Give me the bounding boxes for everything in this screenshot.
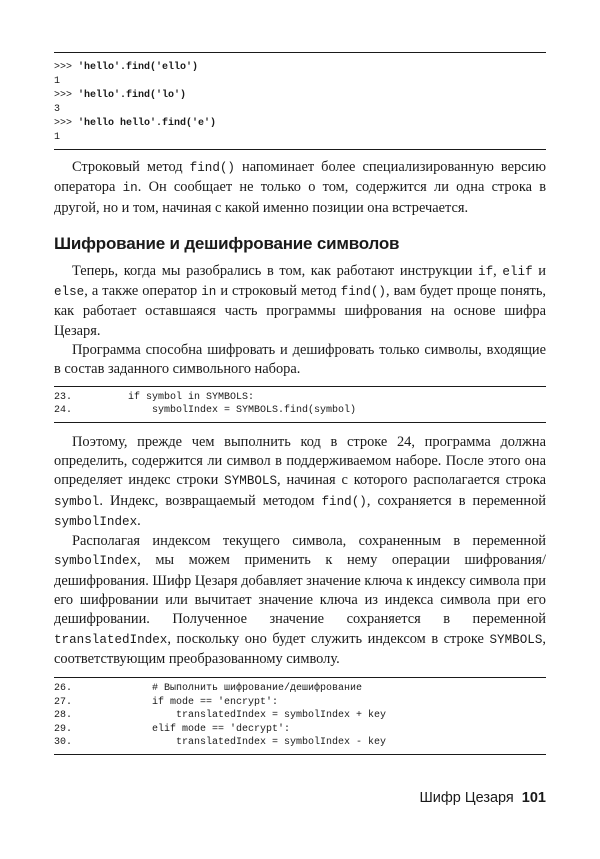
inline-code: elif: [502, 264, 533, 279]
code-block-interactive: [54, 52, 546, 150]
page-number: 101: [521, 790, 546, 806]
code-line: 28. translatedIndex = symbolIndex + key: [54, 710, 387, 722]
text-run: , мы можем применить к нему операции шифрования/ дешифрования. Шифр Цезаря добавляет значение ключа к индексу символа при его шифровании или вычитает значение ключа из индекса символа при его дешифровании. Полученное значение сохраняется в переменной: [54, 552, 546, 628]
text-run: напоминает более специализированную версию оператора: [54, 159, 546, 196]
text-run: Располагая индексом текущего символа, сохраненным в переменной: [72, 533, 546, 550]
text-run: Строковый метод: [72, 159, 190, 175]
inline-code: SYMBOLS: [489, 632, 543, 647]
text-run: , вам будет проще понять, как работает оставшаяся часть программы шифрования на основе шифра Цезаря.: [54, 283, 547, 339]
text-run: . Он сообщает не только о том, содержится ли одна строка в другой, но и том, начиная с какой именно позиции она встречается.: [54, 179, 547, 216]
text-run: , сохраняется в переменной: [366, 492, 546, 509]
paragraph: [54, 341, 546, 380]
inline-code: in: [201, 285, 217, 300]
code-output: 1: [54, 132, 61, 143]
inline-code: translatedIndex: [54, 632, 168, 647]
code-line: 26. # Выполнить шифрование/дешифрование: [54, 683, 363, 695]
inline-code: find(): [321, 494, 367, 509]
inline-code: SYMBOLS: [224, 474, 278, 489]
code-line: 23. if symbol in SYMBOLS:: [54, 391, 255, 403]
running-title: Шифр Цезаря: [419, 790, 514, 806]
text-run: .: [137, 512, 141, 529]
inline-code: find(): [189, 161, 235, 175]
text-run: ,: [493, 262, 503, 279]
code-line: 27. if mode == 'encrypt':: [54, 696, 279, 708]
paragraph: [54, 433, 546, 532]
code-line: >>> 'hello'.find('lo'): [54, 90, 187, 101]
text-run: Поэтому, прежде чем выполнить код в строке 24, программа должна определить, содержится ли символ в поддерживаемом наборе. После этого она определяет индекс строки: [54, 433, 546, 489]
paragraph: [54, 158, 546, 218]
text-run: и: [532, 262, 546, 279]
code-output: 3: [54, 104, 61, 115]
text-run: , начиная с которого располагается строка: [277, 472, 546, 489]
text-run: . Индекс, возвращаемый методом: [99, 492, 322, 509]
inline-code: symbol: [54, 494, 100, 509]
text-run: , соответствующим преобразованному символу.: [54, 630, 546, 667]
inline-code: find(): [340, 285, 386, 300]
inline-code: symbolIndex: [54, 554, 138, 569]
page-content: [54, 52, 546, 755]
text-run: , а также оператор: [84, 283, 202, 300]
inline-code: else: [54, 285, 85, 300]
code-block-listing: [54, 677, 546, 755]
paragraph: [54, 532, 546, 669]
page-footer: [54, 790, 546, 806]
code-line: 30. translatedIndex = symbolIndex - key: [54, 737, 387, 749]
inline-code: symbolIndex: [54, 514, 138, 529]
text-run: Теперь, когда мы разобрались в том, как работают инструкции: [72, 262, 479, 279]
section-heading: Шифрование и дешифрование символов: [54, 233, 400, 253]
code-line: 29. elif mode == 'decrypt':: [54, 723, 291, 735]
code-output: 1: [54, 76, 61, 87]
inline-code: in: [122, 181, 138, 196]
code-line: 24. symbolIndex = SYMBOLS.find(symbol): [54, 405, 357, 417]
paragraph: [54, 262, 546, 341]
code-line: >>> 'hello hello'.find('e'): [54, 118, 217, 129]
text-run: и строковый метод: [216, 283, 341, 300]
text-run: , поскольку оно будет служить индексом в строке: [167, 630, 490, 647]
code-line: >>> 'hello'.find('ello'): [54, 62, 199, 73]
code-block-listing: [54, 386, 546, 423]
text-run: Программа способна шифровать и дешифровать только символы, входящие в состав заданного символьного набора.: [54, 342, 546, 378]
inline-code: if: [478, 264, 494, 279]
